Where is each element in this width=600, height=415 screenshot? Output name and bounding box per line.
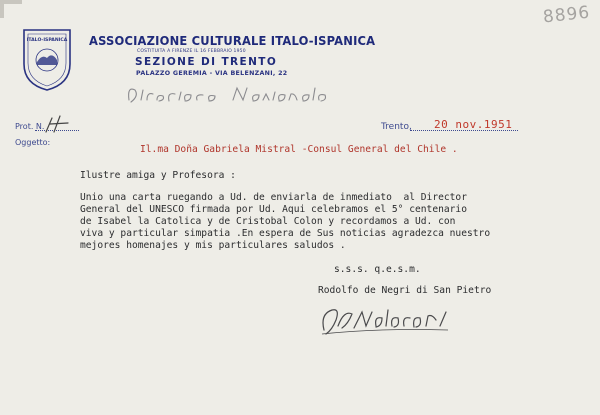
corner-mark <box>0 0 22 18</box>
pencil-note <box>123 82 341 108</box>
closing: s.s.s. q.e.s.m. <box>334 264 421 275</box>
reference-number: 8896 <box>541 2 591 28</box>
city-label: Trento, <box>381 122 412 132</box>
organization-name: ASSOCIAZIONE CULTURALE ITALO-ISPANICA <box>89 33 376 48</box>
salutation: Ilustre amiga y Profesora : <box>80 170 236 181</box>
seal-text: ITALO-ISPANICA <box>26 38 68 43</box>
address: PALAZZO GEREMIA - VIA BELENZANI, 22 <box>136 70 288 77</box>
prot-label: Prot. N. <box>15 122 45 131</box>
signatory: Rodolfo de Negri di San Pietro <box>318 285 492 296</box>
section-name: SEZIONE DI TRENTO <box>135 56 278 68</box>
body-line: mejores homenajes y mis particulares saludos . <box>80 240 346 251</box>
oggetto-label: Oggetto: <box>15 138 51 147</box>
prot-pencil-mark <box>38 114 78 134</box>
body-line: General del UNESCO firmada por Ud. Aqui celebramos el 5° centenario <box>80 204 467 215</box>
date-value: 20 nov.1951 <box>434 118 513 131</box>
handwritten-signature <box>318 300 458 340</box>
addressee-line: Il.ma Doña Gabriela Mistral -Consul General del Chile . <box>140 144 458 155</box>
organization-subtitle: COSTITUITA A FIRENZE IL 16 FEBBRAIO 1950 <box>137 49 246 54</box>
body-line: Unio una carta ruegando a Ud. de enviarla de inmediato al Director <box>80 192 467 203</box>
body-line: de Isabel la Catolica y de Cristobal Colon y recordamos a Ud. con <box>80 216 456 227</box>
association-seal-icon <box>20 24 74 92</box>
body-line: viva y particular simpatia .En espera de Sus noticias agradezca nuestro <box>80 228 491 239</box>
